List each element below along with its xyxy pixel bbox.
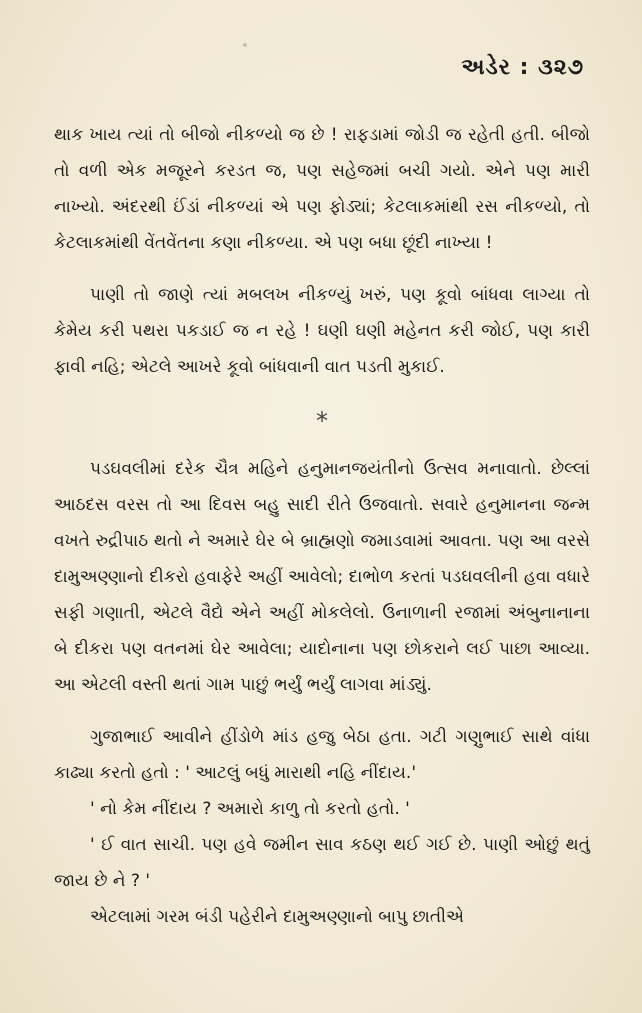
body-text bbox=[54, 117, 590, 935]
paragraph: પાણી તો જાણે ત્યાં મબલખ નીકળ્યું ખરું, પણ કૂવો બાંધવા લાગ્યા તો કેમેય કરી પથરા પકડાઈ જ ન રહે ! ઘણી ઘણી મહેનત કરી જોઈ, પણ કારી ફાવી નહિ; એટલે આખરે કૂવો બાંધવાની વાત પડતી મુકાઈ. bbox=[54, 285, 590, 377]
paragraph: પડઘવલીમાં દરેક ચૈત્ર મહિને હનુમાનજયંતીનો ઉત્સવ મનાવાતો. છેલ્લાં આઠદસ વરસ તો આ દિવસ બહુ સાદી રીતે ઉજવાતો. સવારે હનુમાનના જન્મ વખતે રુદ્રીપાઠ થતો ને અમારે ઘેર બે બ્રાહ્મણો જમાડવામાં આવતા. પણ આ વરસે દામુઅણ્ણાનો દીકરો હવાફેરે અહીં આવેલો; દાભોળ કરતાં પડઘવલીની હવા વધારે સફી ગણાતી, એટલે વૈદ્યે એને અહીં મોકલેલો. ઉનાળાની રજામાં અંબુનાનાના બે દીકરા પણ વતનમાં ઘેર આવેલા; યાદોનાના પણ છોકરાને લઈ પાછા આવ્યા. આ એટલી વસ્તી થતાં ગામ પાછું ભર્યું ભર્યું લાગવા માંડ્યું. bbox=[54, 459, 590, 695]
dialogue-line: ' નો કેમ નીંદાય ? અમારો કાળુ તો કરતો હતો. ' bbox=[90, 799, 410, 819]
running-head: અડેર : ૩૨૭ bbox=[461, 55, 584, 80]
paragraph: ગુજાભાઈ આવીને હીંડોળે માંડ હજુ બેઠા હતા. ગટી ગણુભાઈ સાથે વાંધા કાઢ્યા કરતો હતો : ' આટલું બધું મારાથી નહિ નીંદાય.' bbox=[54, 727, 590, 783]
paper-speck bbox=[243, 43, 247, 47]
section-separator: * bbox=[316, 407, 328, 435]
paragraph: એટલામાં ગરમ બંડી પહેરીને દામુઅણ્ણાનો બાપુ છાતીએ bbox=[90, 907, 464, 927]
dialogue-line: ' ઈ વાત સાચી. પણ હવે જમીન સાવ કઠણ થઈ ગઈ છે. પાણી ઓછું થતું જાય છે ને ? ' bbox=[54, 835, 590, 891]
paragraph: થાક ખાય ત્યાં તો બીજો નીકળ્યો જ છે ! રાફડામાં જોડી જ રહેતી હતી. બીજો તો વળી એક મજૂરને કરડત જ, પણ સહેજમાં બચી ગયો. એને પણ મારી નાખ્યો. અંદરથી ઈંડાં નીકળ્યાં એ પણ ફોડ્યાં; કેટલાકમાંથી રસ નીકળ્યો, તો કેટલાકમાંથી વેંતવેંતના કણા નીકળ્યા. એ પણ બધા છૂંદી નાખ્યા ! bbox=[54, 125, 590, 253]
